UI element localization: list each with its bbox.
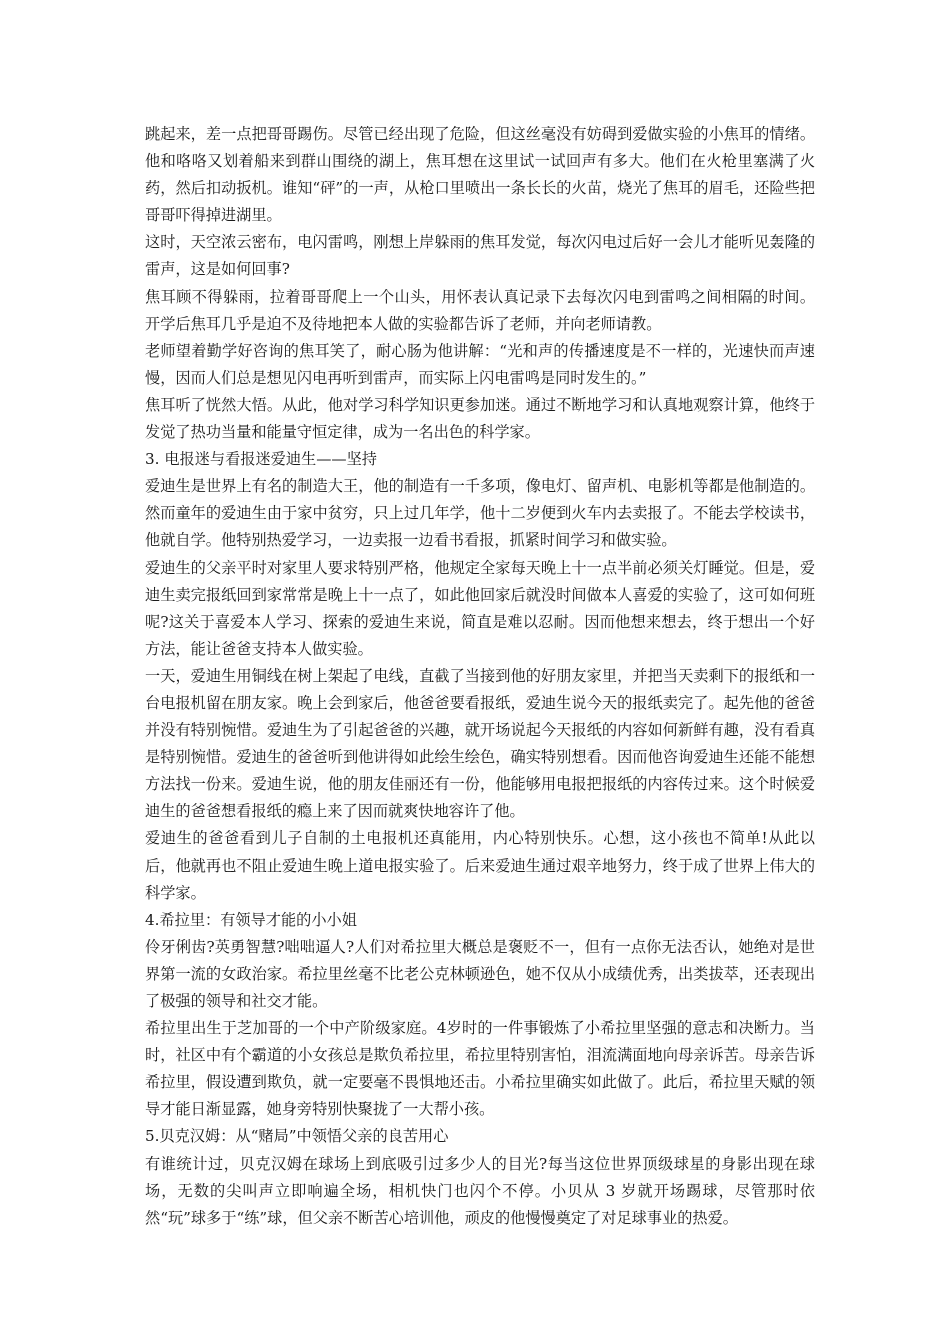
paragraph-joule-thunder: 这时，天空浓云密布，电闪雷鸣，刚想上岸躲雨的焦耳发觉，每次闪电过后好一会儿才能听见轰隆的雷声，这是如何回事? [145,233,815,279]
paragraph-joule-conclusion: 焦耳听了恍然大悟。从此，他对学习科学知识更参加迷。通过不断地学习和认真地观察计算，他终于发觉了热功当量和能量守恒定律，成为一名出色的科学家。 [145,395,815,442]
paragraph-hillary-childhood: 希拉里出生于芝加哥的一个中产阶级家庭。4岁时的一件事锻炼了小希拉里坚强的意志和决断力。当时，社区中有个霸道的小女孩总是欺负希拉里，希拉里特别害怕，泪流满面地向母亲诉苦。母亲告诉希拉里，假设遭到欺负，就一定要毫不畏惧地还击。小希拉里确实如此做了。此后，希拉里天赋的领导才能日渐显露，她身旁特别快聚拢了一大帮小孩。 [145,1019,815,1119]
paragraph-teacher-explain: 老师望着勤学好咨询的焦耳笑了，耐心肠为他讲解：“光和声的传播速度是不一样的，光速快而声速慢，因而人们总是想见闪电再听到雷声，而实际上闪电雷鸣是同时发生的。” [145,341,815,387]
section-heading-beckham: 5.贝克汉姆：从“赌局”中领悟父亲的良苦用心 [145,1127,449,1146]
document-body [145,121,815,1232]
paragraph-hillary-intro: 伶牙俐齿?英勇智慧?咄咄逼人?人们对希拉里大概总是褒贬不一，但有一点你无法否认，她绝对是世界第一流的女政治家。希拉里丝毫不比老公克林顿逊色，她不仅从小成绩优秀，出类拔萃，还表现出了极强的领导和社交才能。 [145,937,815,1010]
paragraph-edison-father: 爱迪生的父亲平时对家里人要求特别严格，他规定全家每天晚上十一点半前必须关灯睡觉。但是，爱迪生卖完报纸回到家常常是晚上十一点了，如此他回家后就没时间做本人喜爱的实验了，这可如何班呢?这关于喜爱本人学习、探索的爱迪生来说，简直是难以忍耐。因而他想来想去，终于想出一个好方法，能让爸爸支持本人做实验。 [145,558,815,658]
paragraph-edison-telegraph: 一天，爱迪生用铜线在树上架起了电线，直截了当接到他的好朋友家里，并把当天卖剩下的报纸和一台电报机留在朋友家。晚上会到家后，他爸爸要看报纸，爱迪生说今天的报纸卖完了。起先他的爸爸并没有特别惋惜。爱迪生为了引起爸爸的兴趣，就开场说起今天报纸的内容如何新鲜有趣，没有看真是特别惋惜。爱迪生的爸爸听到他讲得如此绘生绘色，确实特别想看。因而他咨询爱迪生还能不能想方法找一份来。爱迪生说，他的朋友佳丽还有一份，他能够用电报把报纸的内容传过来。这个时候爱迪生的爸爸想看报纸的瘾上来了因而就爽快地容许了他。 [145,666,815,821]
section-heading-hillary: 4.希拉里：有领导才能的小小姐 [145,910,357,929]
paragraph-joule-record: 焦耳顾不得躲雨，拉着哥哥爬上一个山头，用怀表认真记录下去每次闪电到雷鸣之间相隔的时间。 开学后焦耳几乎是迫不及待地把本人做的实验都告诉了老师，并向老师请教。 [145,287,815,333]
paragraph-beckham-intro: 有谁统计过，贝克汉姆在球场上到底吸引过多少人的目光?每当这位世界顶级球星的身影出现在球场，无数的尖叫声立即响遍全场，相机快门也闪个不停。小贝从 3 岁就开场踢球，尽管那时依然“玩”球多于“练”球，但父亲不断苦心培训他，顽皮的他慢慢奠定了对足球事业的热爱。 [145,1154,815,1227]
paragraph-edison-intro: 爱迪生是世界上有名的制造大王，他的制造有一千多项，像电灯、留声机、电影机等都是他制造的。 然而童年的爱迪生由于家中贫穷，只上过几年学，他十二岁便到火车内去卖报了。不能去学校读书，他就自学。他特别热爱学习，一边卖报一边看书看报，抓紧时间学习和做实验。 [145,477,815,550]
section-heading-edison: 3. 电报迷与看报迷爱迪生——坚持 [145,450,377,469]
paragraph-edison-success: 爱迪生的爸爸看到儿子自制的土电报机还真能用，内心特别快乐。心想，这小孩也不简单!从此以后，他就再也不阻止爱迪生晚上道电报实验了。后来爱迪生通过艰辛地努力，终于成了世界上伟大的科学家。 [145,829,815,902]
paragraph-joule-experiment: 跳起来，差一点把哥哥踢伤。尽管已经出现了危险，但这丝毫没有妨碍到爱做实验的小焦耳的情绪。他和咯咯又划着船来到群山围绕的湖上，焦耳想在这里试一试回声有多大。他们在火枪里塞满了火药，然后扣动扳机。谁知“砰”的一声，从枪口里喷出一条长长的火苗，烧光了焦耳的眉毛，还险些把哥哥吓得掉进湖里。 [145,125,815,225]
